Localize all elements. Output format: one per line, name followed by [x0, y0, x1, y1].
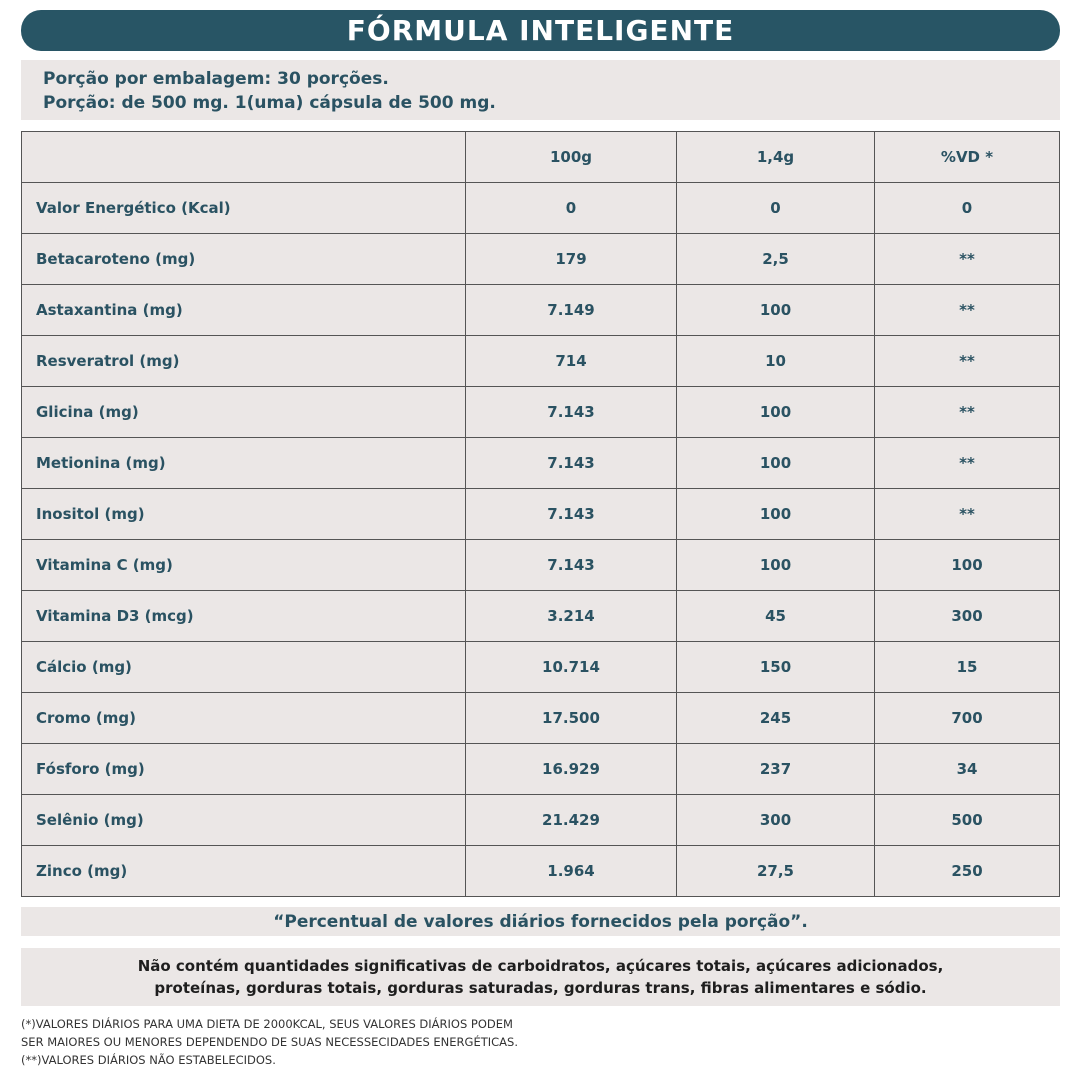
nutrition-table — [21, 131, 1060, 897]
nutrient-value: 237 — [677, 744, 875, 795]
nutrient-name: Vitamina C (mg) — [22, 540, 466, 591]
nutrient-name: Cálcio (mg) — [22, 642, 466, 693]
table-header-cell: 100g — [466, 132, 677, 183]
nutrient-value: 500 — [875, 795, 1060, 846]
nutrient-name: Astaxantina (mg) — [22, 285, 466, 336]
table-row — [22, 540, 1060, 591]
nutrient-name: Zinco (mg) — [22, 846, 466, 897]
nutrient-value: ** — [875, 234, 1060, 285]
nutrient-value: 17.500 — [466, 693, 677, 744]
table-row — [22, 183, 1060, 234]
nutrient-value: 34 — [875, 744, 1060, 795]
nutrient-value: 2,5 — [677, 234, 875, 285]
nutrient-value: 0 — [875, 183, 1060, 234]
nutrient-value: 15 — [875, 642, 1060, 693]
table-row — [22, 795, 1060, 846]
nutrient-value: 100 — [677, 387, 875, 438]
table-row — [22, 693, 1060, 744]
percent-note: “Percentual de valores diários fornecidos pela porção”. — [21, 907, 1060, 936]
title-banner — [21, 10, 1060, 51]
table-row — [22, 744, 1060, 795]
page-title: FÓRMULA INTELIGENTE — [346, 14, 735, 47]
nutrient-value: ** — [875, 336, 1060, 387]
nutrient-name: Valor Energético (Kcal) — [22, 183, 466, 234]
nutrient-value: 100 — [875, 540, 1060, 591]
table-header-row — [22, 132, 1060, 183]
disclaimer-line-2: proteínas, gorduras totais, gorduras saturadas, gorduras trans, fibras alimentares e sódio. — [154, 979, 927, 997]
nutrient-name: Glicina (mg) — [22, 387, 466, 438]
nutrient-value: 27,5 — [677, 846, 875, 897]
nutrient-name: Selênio (mg) — [22, 795, 466, 846]
nutrient-value: 7.143 — [466, 489, 677, 540]
table-header-cell: %VD * — [875, 132, 1060, 183]
table-row — [22, 387, 1060, 438]
nutrient-value: 21.429 — [466, 795, 677, 846]
nutrient-value: 3.214 — [466, 591, 677, 642]
nutrient-name: Cromo (mg) — [22, 693, 466, 744]
nutrient-name: Fósforo (mg) — [22, 744, 466, 795]
nutrient-name: Vitamina D3 (mcg) — [22, 591, 466, 642]
nutrient-value: 0 — [677, 183, 875, 234]
table-row — [22, 642, 1060, 693]
nutrient-value: ** — [875, 387, 1060, 438]
nutrient-value: 7.143 — [466, 387, 677, 438]
nutrient-name: Betacaroteno (mg) — [22, 234, 466, 285]
serving-info — [21, 60, 1060, 120]
nutrient-value: 300 — [875, 591, 1060, 642]
table-row — [22, 846, 1060, 897]
nutrient-value: 100 — [677, 285, 875, 336]
nutrient-name: Inositol (mg) — [22, 489, 466, 540]
table-header-cell — [22, 132, 466, 183]
nutrient-value: 245 — [677, 693, 875, 744]
nutrient-value: 0 — [466, 183, 677, 234]
serving-size: Porção: de 500 mg. 1(uma) cápsula de 500 mg. — [43, 93, 496, 113]
nutrient-value: 700 — [875, 693, 1060, 744]
footnotes — [21, 1015, 781, 1069]
nutrient-value: ** — [875, 489, 1060, 540]
nutrient-value: 100 — [677, 489, 875, 540]
footnote-line-1: (*)VALORES DIÁRIOS PARA UMA DIETA DE 2000KCAL, SEUS VALORES DIÁRIOS PODEM — [21, 1017, 513, 1031]
disclaimer-line-1: Não contém quantidades significativas de carboidratos, açúcares totais, açúcares adicionados, — [137, 957, 944, 975]
table-row — [22, 489, 1060, 540]
nutrient-value: 250 — [875, 846, 1060, 897]
nutrient-value: 1.964 — [466, 846, 677, 897]
nutrient-value: 100 — [677, 540, 875, 591]
nutrient-value: ** — [875, 285, 1060, 336]
nutrient-value: 7.143 — [466, 540, 677, 591]
nutrient-value: 179 — [466, 234, 677, 285]
table-row — [22, 234, 1060, 285]
nutrient-name: Metionina (mg) — [22, 438, 466, 489]
nutrient-value: 45 — [677, 591, 875, 642]
table-row — [22, 285, 1060, 336]
table-row — [22, 591, 1060, 642]
nutrient-name: Resveratrol (mg) — [22, 336, 466, 387]
nutrient-value: ** — [875, 438, 1060, 489]
table-header-cell: 1,4g — [677, 132, 875, 183]
footnote-line-2: SER MAIORES OU MENORES DEPENDENDO DE SUAS NECESSECIDADES ENERGÉTICAS. — [21, 1035, 518, 1049]
nutrient-value: 714 — [466, 336, 677, 387]
disclaimer — [21, 948, 1060, 1006]
nutrient-value: 100 — [677, 438, 875, 489]
nutrient-value: 10.714 — [466, 642, 677, 693]
nutrient-value: 7.149 — [466, 285, 677, 336]
nutrient-value: 150 — [677, 642, 875, 693]
table-row — [22, 336, 1060, 387]
nutrient-value: 7.143 — [466, 438, 677, 489]
footnote-line-3: (**)VALORES DIÁRIOS NÃO ESTABELECIDOS. — [21, 1053, 276, 1067]
nutrient-value: 300 — [677, 795, 875, 846]
table-row — [22, 438, 1060, 489]
nutrient-value: 16.929 — [466, 744, 677, 795]
nutrient-value: 10 — [677, 336, 875, 387]
serving-per-package: Porção por embalagem: 30 porções. — [43, 69, 389, 89]
